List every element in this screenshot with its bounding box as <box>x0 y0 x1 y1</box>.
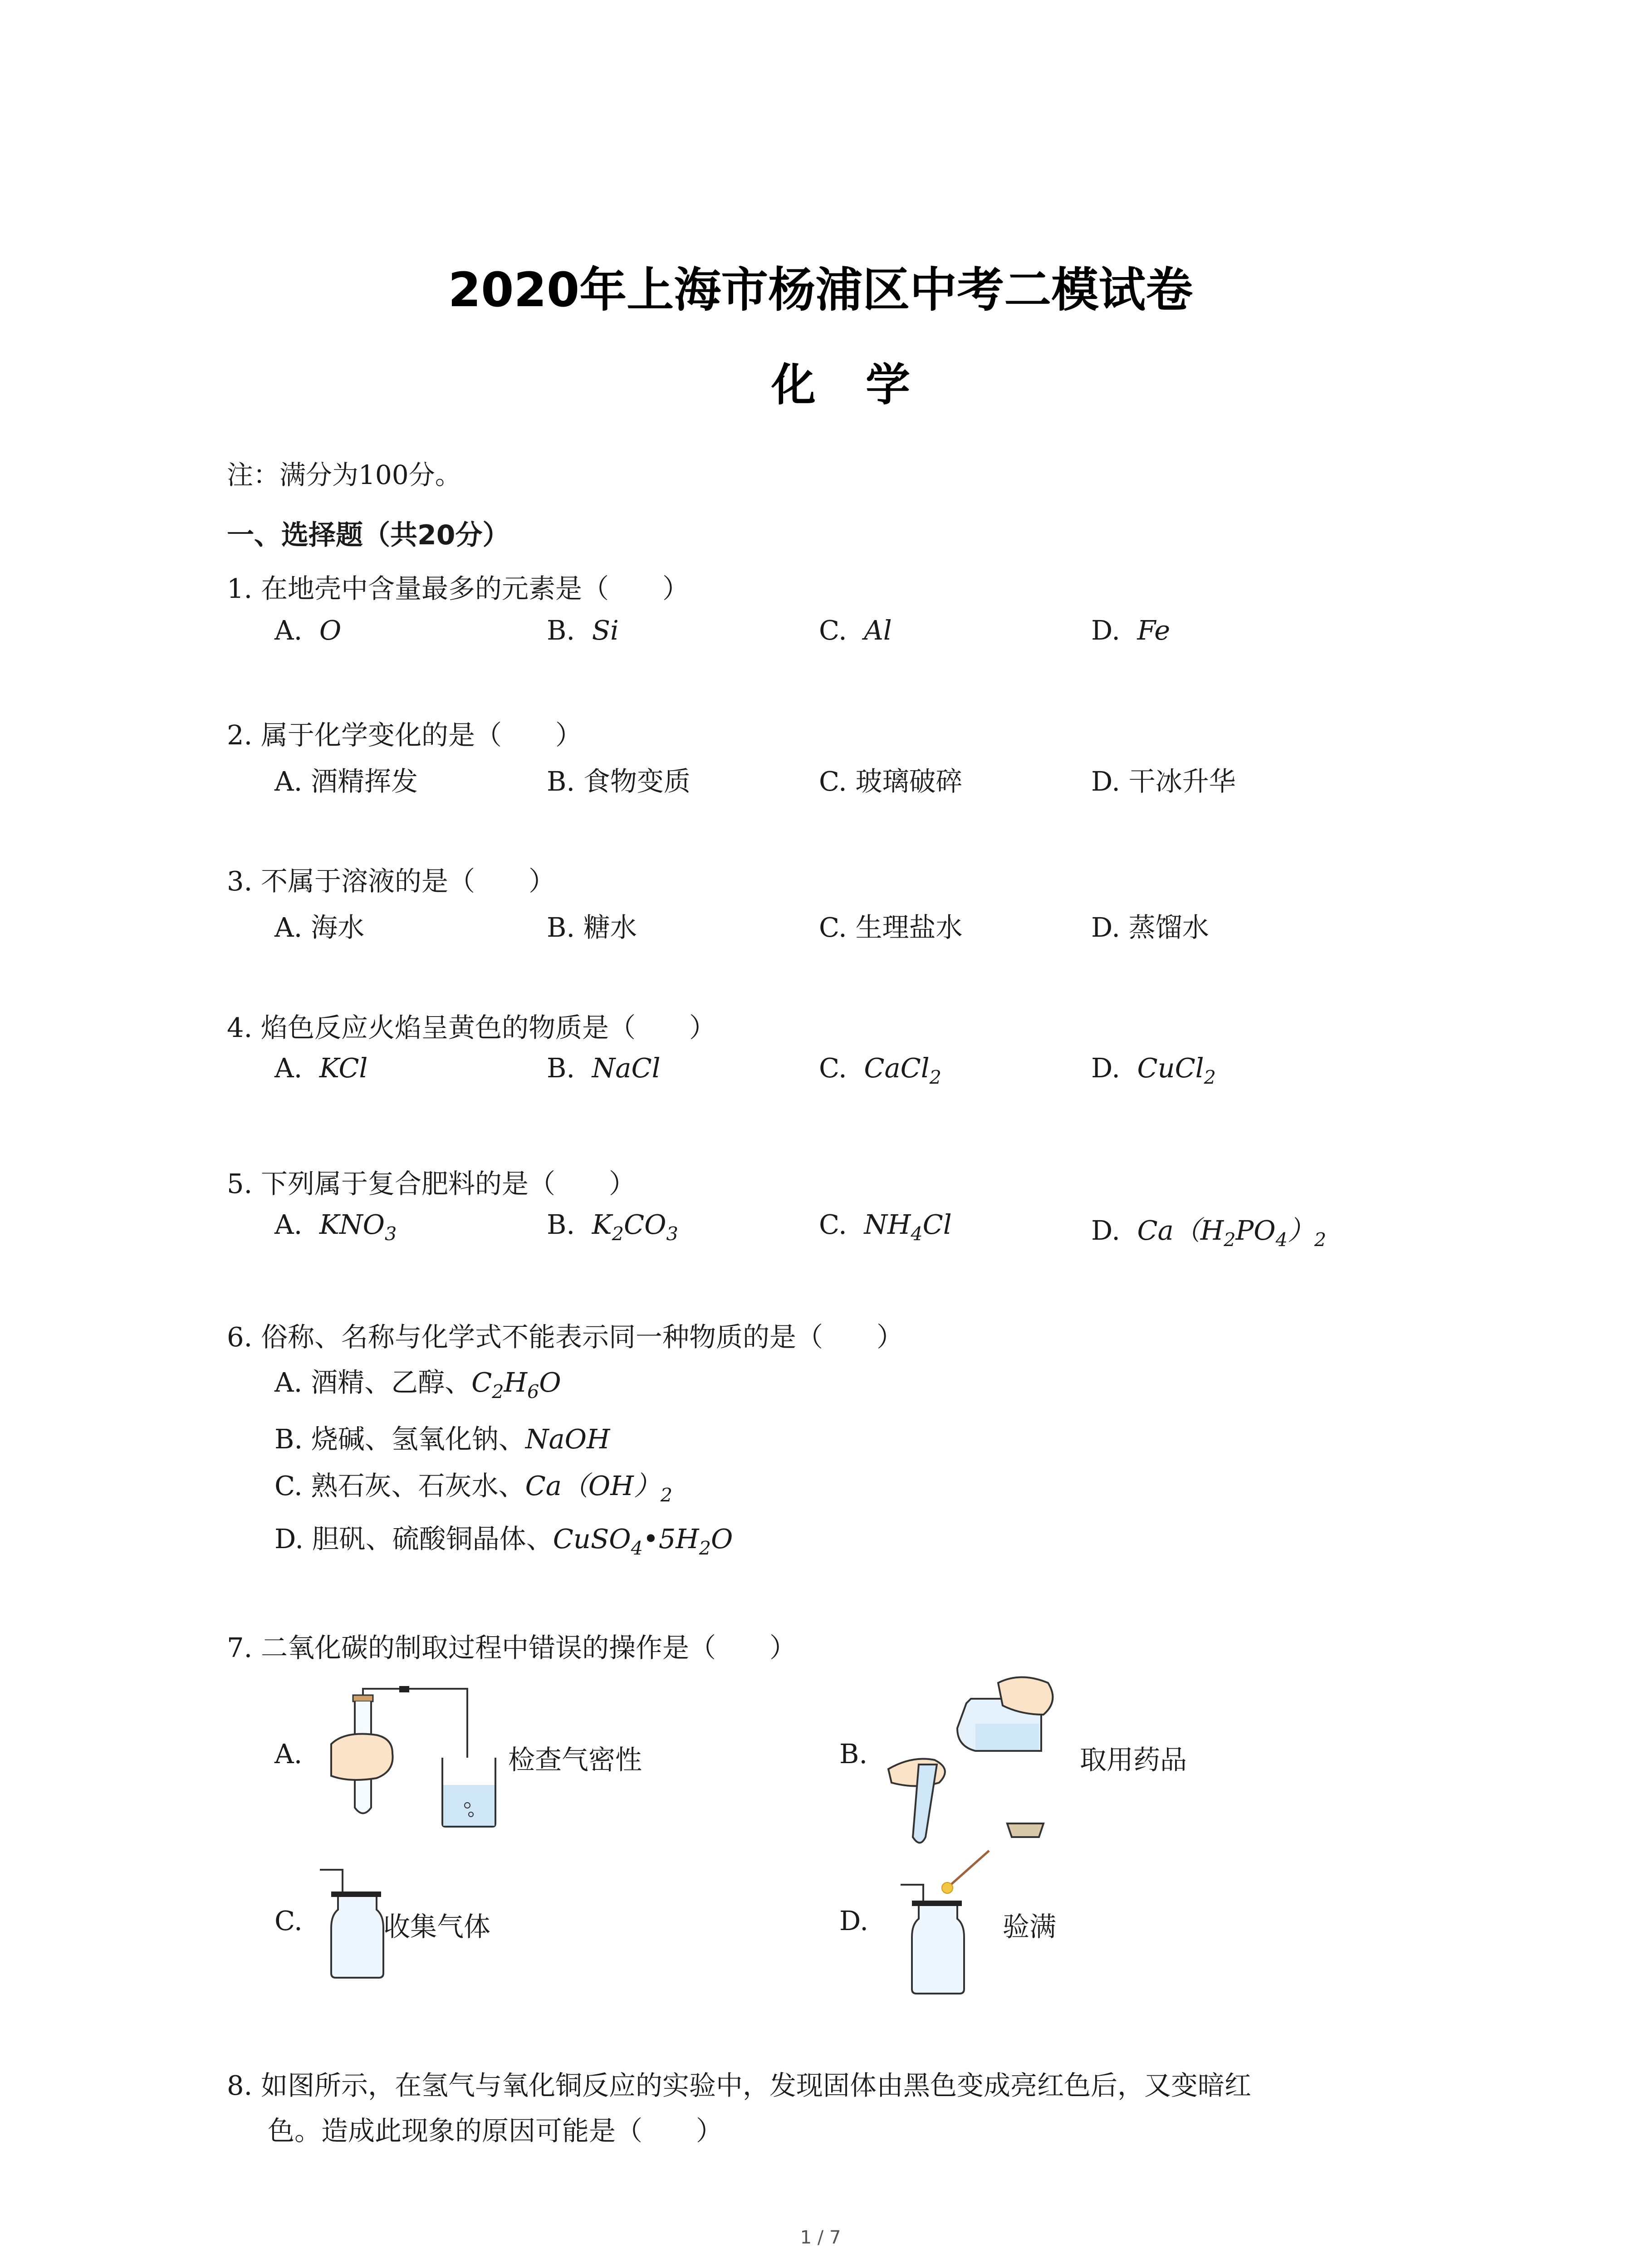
formula-part: PO <box>1235 1215 1276 1246</box>
option-letter: A. <box>274 1209 303 1240</box>
option-letter: D. <box>1091 615 1120 646</box>
q7-option-c-letter: C. <box>274 1905 303 1936</box>
option-letter: D. <box>1091 1215 1120 1246</box>
subscript: 2 <box>492 1381 504 1403</box>
question-8-stem-line2: 色。造成此现象的原因可能是（ ） <box>268 2115 723 2146</box>
subscript: 2 <box>660 1484 672 1506</box>
gas-bottle-icon <box>901 1885 964 1994</box>
subscript: 2 <box>929 1066 941 1089</box>
q3-option-c: C. 生理盐水 <box>819 912 963 943</box>
option-text: A. 酒精、乙醇、 <box>274 1367 472 1398</box>
q7-option-d-letter: D. <box>839 1905 868 1936</box>
q6-option-d <box>274 1517 733 1559</box>
formula-part: K <box>592 1209 612 1240</box>
question-3-stem: 3. 不属于溶液的是（ ） <box>227 865 556 897</box>
q6-option-c <box>274 1464 672 1506</box>
q3-option-a: A. 海水 <box>274 912 365 943</box>
q5-option-a <box>274 1209 397 1245</box>
subscript: 3 <box>666 1223 678 1245</box>
formula-part: ） <box>1287 1215 1314 1246</box>
formula <box>471 1367 561 1403</box>
formula: NaCl <box>592 1052 661 1084</box>
formula <box>864 1209 952 1245</box>
option-letter: B. <box>547 1209 575 1240</box>
q2-option-d: D. 干冰升华 <box>1091 766 1236 797</box>
formula: KCl <box>319 1052 368 1084</box>
formula-part: CO <box>624 1209 666 1240</box>
check-full-figure <box>898 1846 998 2000</box>
page-title: 2020年上海市杨浦区中考二模试卷 <box>448 262 1193 318</box>
subscript: 2 <box>699 1537 711 1559</box>
q2-option-a: A. 酒精挥发 <box>274 766 418 797</box>
q1-option-d <box>1091 615 1170 646</box>
formula-part: KNO <box>319 1209 385 1240</box>
subscript: 6 <box>527 1381 539 1403</box>
option-letter: C. <box>819 1209 847 1240</box>
q1-option-b <box>547 615 619 646</box>
formula <box>864 1052 941 1089</box>
subscript: 4 <box>911 1223 923 1245</box>
q4-option-a <box>274 1052 367 1084</box>
airtight-check-figure <box>313 1685 513 1830</box>
q5-option-b <box>547 1209 678 1245</box>
formula-part: NH <box>864 1209 911 1240</box>
formula-part: O <box>539 1367 561 1398</box>
formula-part: O <box>711 1523 733 1554</box>
subscript: 2 <box>1314 1229 1327 1251</box>
subject-title: 化学 <box>771 359 960 411</box>
option-letter: A. <box>274 1052 303 1084</box>
q3-option-b: B. 糖水 <box>547 912 637 943</box>
formula-part: H <box>504 1367 528 1398</box>
q4-option-b <box>547 1052 660 1084</box>
question-7-stem: 7. 二氧化碳的制取过程中错误的操作是（ ） <box>227 1632 797 1663</box>
q7-option-b-letter: B. <box>839 1738 868 1769</box>
q2-option-b: B. 食物变质 <box>547 766 691 797</box>
formula: Si <box>592 615 619 646</box>
formula-part: •5H <box>642 1523 699 1554</box>
beaker-icon <box>442 1758 495 1827</box>
formula-part: C <box>471 1367 492 1398</box>
subscript: 2 <box>612 1223 624 1245</box>
formula <box>553 1523 733 1559</box>
question-8-stem-line1: 8. 如图所示，在氢气与氧化铜反应的实验中，发现固体由黑色变成亮红色后，又变暗红 <box>227 2070 1252 2101</box>
formula <box>592 1209 678 1245</box>
page-number: 1 / 7 <box>800 2227 841 2248</box>
q2-option-c: C. 玻璃破碎 <box>819 766 963 797</box>
question-5-stem: 5. 下列属于复合肥料的是（ ） <box>227 1168 636 1199</box>
hand-icon <box>331 1734 393 1780</box>
question-1-stem: 1. 在地壳中含量最多的元素是（ ） <box>227 573 690 604</box>
q5-option-c <box>819 1209 952 1245</box>
formula <box>525 1470 672 1506</box>
formula <box>319 1209 397 1245</box>
subscript: 2 <box>1224 1229 1236 1251</box>
q7-option-c-label: 收集气体 <box>383 1911 491 1942</box>
section-title: 一、选择题（共20分） <box>227 519 510 551</box>
formula-part: Cl <box>922 1209 952 1240</box>
formula-part: CuSO <box>553 1523 631 1554</box>
formula: NaOH <box>525 1423 610 1455</box>
q1-option-a <box>274 615 341 646</box>
formula <box>1137 1052 1216 1089</box>
option-text: D. 胆矾、硫酸铜晶体、 <box>274 1523 553 1554</box>
option-letter: C. <box>819 615 847 646</box>
option-letter: C. <box>819 1052 847 1084</box>
q7-option-d-label: 验满 <box>1003 1911 1057 1942</box>
option-text: B. 烧碱、氢氧化钠、 <box>274 1423 525 1455</box>
subscript: 4 <box>631 1537 643 1559</box>
q5-option-d <box>1091 1209 1326 1251</box>
option-letter: A. <box>274 615 303 646</box>
gas-bottle-icon <box>320 1870 383 1978</box>
stopper-icon <box>1007 1823 1043 1837</box>
formula-part: Ca（H <box>1137 1215 1224 1246</box>
formula-part: CuCl <box>1137 1052 1204 1084</box>
q1-option-c <box>819 615 892 646</box>
take-reagent-figure <box>885 1674 1075 1855</box>
burning-splint-icon <box>942 1851 989 1893</box>
q7-option-a-letter: A. <box>274 1738 303 1769</box>
option-letter: B. <box>547 1052 575 1084</box>
option-text: C. 熟石灰、石灰水、 <box>274 1470 525 1501</box>
subscript: 4 <box>1275 1229 1288 1251</box>
question-2-stem: 2. 属于化学变化的是（ ） <box>227 719 583 751</box>
q7-option-b-label: 取用药品 <box>1080 1744 1187 1775</box>
q7-option-a-label: 检查气密性 <box>508 1744 642 1775</box>
q3-option-d: D. 蒸馏水 <box>1091 912 1209 943</box>
subscript: 2 <box>1204 1066 1216 1089</box>
question-4-stem: 4. 焰色反应火焰呈黄色的物质是（ ） <box>227 1012 716 1043</box>
score-note: 注：满分为100分。 <box>227 459 461 490</box>
subscript: 3 <box>384 1223 397 1245</box>
formula-part: Ca（OH） <box>525 1470 661 1501</box>
q6-option-a <box>274 1361 561 1403</box>
formula: Al <box>864 615 892 646</box>
q6-option-b <box>274 1418 610 1456</box>
formula: O <box>319 615 342 646</box>
q4-option-d <box>1091 1052 1216 1088</box>
formula-part: CaCl <box>864 1052 930 1084</box>
formula <box>1137 1215 1327 1251</box>
collect-gas-figure <box>318 1864 390 1982</box>
option-letter: D. <box>1091 1052 1120 1084</box>
option-letter: B. <box>547 615 575 646</box>
question-6-stem: 6. 俗称、名称与化学式不能表示同一种物质的是（ ） <box>227 1321 904 1353</box>
formula: Fe <box>1137 615 1171 646</box>
q4-option-c <box>819 1052 941 1088</box>
